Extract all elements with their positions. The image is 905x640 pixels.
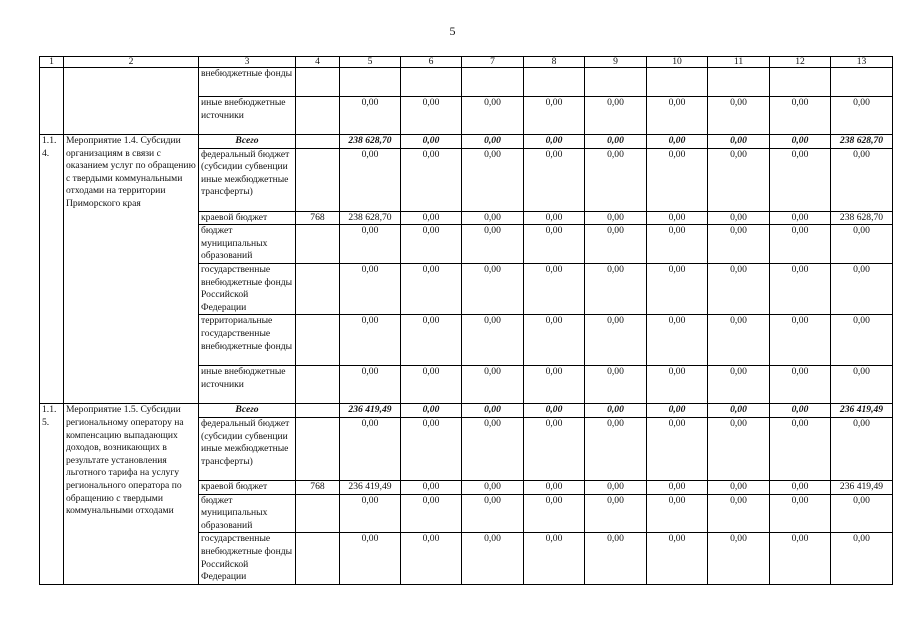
- code-cell: [40, 68, 64, 135]
- value-cell: 0,00: [647, 135, 708, 149]
- value-cell: 0,00: [708, 263, 770, 314]
- value-cell: 0,00: [524, 225, 585, 264]
- funding-source-cell: федеральный бюджет (субсидии субвенции иные межбюджетные трансферты): [199, 148, 296, 211]
- value-cell: 0,00: [524, 480, 585, 494]
- value-cell: 0,00: [585, 366, 647, 404]
- total-row: [40, 135, 893, 149]
- header-cell: 12: [770, 57, 831, 68]
- value-cell: 0,00: [647, 480, 708, 494]
- value-cell: 0,00: [708, 366, 770, 404]
- value-cell: 0,00: [831, 225, 893, 264]
- measure-code: 1.1.5.: [40, 404, 64, 584]
- value-cell: 0,00: [585, 315, 647, 366]
- value-cell: 0,00: [770, 211, 831, 225]
- kbk-cell: [296, 315, 340, 366]
- value-cell: 0,00: [401, 135, 462, 149]
- table-body: [40, 57, 893, 585]
- measure-description: Мероприятие 1.5. Субсидии региональному оператору на компенсацию выпадающих доходов, возникающих в результате установления льготного тарифа на услугу регионального оператора по обращению с твердыми коммунальными отходами: [64, 404, 199, 584]
- value-cell: 0,00: [340, 263, 401, 314]
- value-cell: 0,00: [708, 494, 770, 533]
- value-cell: 0,00: [585, 135, 647, 149]
- value-cell: 238 628,70: [340, 211, 401, 225]
- funding-source-cell: государственные внебюджетные фонды Российской Федерации: [199, 263, 296, 314]
- funding-source-cell: Всего: [199, 135, 296, 149]
- value-cell: 0,00: [770, 366, 831, 404]
- value-cell: 0,00: [647, 263, 708, 314]
- value-cell: 0,00: [340, 148, 401, 211]
- value-cell: 0,00: [647, 366, 708, 404]
- value-cell: 0,00: [831, 97, 893, 135]
- value-cell: 0,00: [585, 211, 647, 225]
- value-cell: 0,00: [708, 315, 770, 366]
- value-cell: 0,00: [647, 225, 708, 264]
- funding-source-cell: краевой бюджет: [199, 211, 296, 225]
- page-number: 5: [449, 24, 456, 38]
- value-cell: 0,00: [340, 417, 401, 480]
- header-cell: 1: [40, 57, 64, 68]
- value-cell: 0,00: [401, 366, 462, 404]
- value-cell: 0,00: [647, 211, 708, 225]
- value-cell: 0,00: [647, 97, 708, 135]
- header-cell: 7: [462, 57, 524, 68]
- funding-source-cell: территориальные государственные внебюджетные фонды: [199, 315, 296, 366]
- value-cell: 0,00: [401, 480, 462, 494]
- value-cell: 0,00: [585, 533, 647, 584]
- value-cell: 0,00: [770, 225, 831, 264]
- value-cell: 0,00: [831, 263, 893, 314]
- value-cell: 0,00: [770, 494, 831, 533]
- value-cell: 0,00: [708, 533, 770, 584]
- value-cell: 0,00: [647, 315, 708, 366]
- value-cell: 0,00: [401, 148, 462, 211]
- total-row: [40, 404, 893, 418]
- value-cell: 0,00: [401, 404, 462, 418]
- funding-source-cell: внебюджетные фонды: [199, 68, 296, 97]
- value-cell: 0,00: [524, 263, 585, 314]
- value-cell: 0,00: [831, 417, 893, 480]
- value-cell: 0,00: [524, 417, 585, 480]
- value-cell: [524, 68, 585, 97]
- value-cell: 238 628,70: [340, 135, 401, 149]
- value-cell: 0,00: [585, 417, 647, 480]
- value-cell: 0,00: [524, 148, 585, 211]
- value-cell: 0,00: [401, 97, 462, 135]
- value-cell: 0,00: [401, 315, 462, 366]
- value-cell: 0,00: [462, 315, 524, 366]
- header-cell: 3: [199, 57, 296, 68]
- header-cell: 6: [401, 57, 462, 68]
- value-cell: 0,00: [462, 97, 524, 135]
- value-cell: 0,00: [462, 135, 524, 149]
- value-cell: 0,00: [340, 225, 401, 264]
- funding-source-cell: Всего: [199, 404, 296, 418]
- value-cell: 0,00: [401, 494, 462, 533]
- header-cell: 10: [647, 57, 708, 68]
- value-cell: 0,00: [340, 533, 401, 584]
- funding-source-cell: государственные внебюджетные фонды Российской Федерации: [199, 533, 296, 584]
- value-cell: [770, 68, 831, 97]
- funding-source-cell: иные внебюджетные источники: [199, 366, 296, 404]
- value-cell: 0,00: [340, 97, 401, 135]
- header-cell: 5: [340, 57, 401, 68]
- value-cell: 0,00: [831, 315, 893, 366]
- value-cell: 0,00: [401, 417, 462, 480]
- header-cell: 8: [524, 57, 585, 68]
- funding-source-cell: краевой бюджет: [199, 480, 296, 494]
- value-cell: 0,00: [770, 315, 831, 366]
- measure-code: 1.1.4.: [40, 135, 64, 404]
- value-cell: 0,00: [524, 315, 585, 366]
- funding-source-cell: иные внебюджетные источники: [199, 97, 296, 135]
- value-cell: 236 419,49: [340, 404, 401, 418]
- value-cell: 0,00: [708, 211, 770, 225]
- value-cell: 0,00: [401, 533, 462, 584]
- value-cell: 0,00: [401, 211, 462, 225]
- kbk-cell: [296, 366, 340, 404]
- value-cell: 0,00: [340, 494, 401, 533]
- kbk-cell: 768: [296, 211, 340, 225]
- value-cell: 236 419,49: [831, 404, 893, 418]
- value-cell: 0,00: [462, 148, 524, 211]
- budget-table: [39, 56, 893, 585]
- kbk-cell: 768: [296, 480, 340, 494]
- value-cell: 0,00: [524, 533, 585, 584]
- value-cell: 236 419,49: [340, 480, 401, 494]
- value-cell: 0,00: [585, 263, 647, 314]
- value-cell: 0,00: [708, 225, 770, 264]
- value-cell: 0,00: [708, 404, 770, 418]
- kbk-cell: [296, 97, 340, 135]
- value-cell: 0,00: [770, 417, 831, 480]
- value-cell: [585, 68, 647, 97]
- value-cell: 0,00: [647, 494, 708, 533]
- value-cell: [647, 68, 708, 97]
- kbk-cell: [296, 404, 340, 418]
- kbk-cell: [296, 68, 340, 97]
- value-cell: 0,00: [462, 417, 524, 480]
- header-cell: 11: [708, 57, 770, 68]
- value-cell: 0,00: [524, 494, 585, 533]
- value-cell: 0,00: [708, 135, 770, 149]
- value-cell: 238 628,70: [831, 135, 893, 149]
- measure-description: Мероприятие 1.4. Субсидии организациям в связи с оказанием услуг по обращению с твердыми коммунальными отходами на территории Приморского края: [64, 135, 199, 404]
- value-cell: 0,00: [462, 263, 524, 314]
- value-cell: 0,00: [708, 417, 770, 480]
- value-cell: 0,00: [524, 135, 585, 149]
- value-cell: 0,00: [770, 97, 831, 135]
- header-cell: 9: [585, 57, 647, 68]
- value-cell: 0,00: [831, 494, 893, 533]
- value-cell: 0,00: [462, 533, 524, 584]
- value-cell: 0,00: [770, 480, 831, 494]
- value-cell: [401, 68, 462, 97]
- value-cell: 0,00: [708, 480, 770, 494]
- value-cell: 0,00: [647, 148, 708, 211]
- value-cell: 0,00: [585, 225, 647, 264]
- value-cell: [462, 68, 524, 97]
- value-cell: 0,00: [831, 366, 893, 404]
- description-cell: [64, 68, 199, 135]
- value-cell: 0,00: [524, 97, 585, 135]
- kbk-cell: [296, 135, 340, 149]
- value-cell: 0,00: [340, 366, 401, 404]
- table-row: [40, 68, 893, 97]
- value-cell: 0,00: [585, 148, 647, 211]
- value-cell: 0,00: [401, 225, 462, 264]
- value-cell: 0,00: [524, 404, 585, 418]
- value-cell: 0,00: [585, 494, 647, 533]
- value-cell: 0,00: [585, 404, 647, 418]
- funding-source-cell: бюджет муниципальных образований: [199, 494, 296, 533]
- value-cell: 0,00: [462, 225, 524, 264]
- value-cell: 236 419,49: [831, 480, 893, 494]
- kbk-cell: [296, 533, 340, 584]
- value-cell: 0,00: [401, 263, 462, 314]
- value-cell: [708, 68, 770, 97]
- value-cell: 0,00: [462, 480, 524, 494]
- value-cell: 0,00: [708, 148, 770, 211]
- value-cell: 0,00: [770, 404, 831, 418]
- value-cell: 0,00: [462, 211, 524, 225]
- value-cell: 0,00: [647, 533, 708, 584]
- value-cell: 0,00: [770, 148, 831, 211]
- value-cell: 0,00: [340, 315, 401, 366]
- kbk-cell: [296, 417, 340, 480]
- kbk-cell: [296, 263, 340, 314]
- header-cell: 2: [64, 57, 199, 68]
- value-cell: 0,00: [770, 135, 831, 149]
- kbk-cell: [296, 494, 340, 533]
- value-cell: 0,00: [524, 211, 585, 225]
- header-cell: 4: [296, 57, 340, 68]
- value-cell: 0,00: [585, 480, 647, 494]
- funding-source-cell: федеральный бюджет (субсидии субвенции иные межбюджетные трансферты): [199, 417, 296, 480]
- value-cell: 0,00: [647, 404, 708, 418]
- value-cell: 0,00: [831, 533, 893, 584]
- value-cell: 0,00: [831, 148, 893, 211]
- value-cell: 0,00: [462, 404, 524, 418]
- value-cell: 0,00: [770, 533, 831, 584]
- value-cell: [831, 68, 893, 97]
- value-cell: 0,00: [770, 263, 831, 314]
- value-cell: [340, 68, 401, 97]
- header-row: [40, 57, 893, 68]
- kbk-cell: [296, 225, 340, 264]
- value-cell: 0,00: [708, 97, 770, 135]
- funding-source-cell: бюджет муниципальных образований: [199, 225, 296, 264]
- value-cell: 0,00: [585, 97, 647, 135]
- value-cell: 0,00: [524, 366, 585, 404]
- value-cell: 0,00: [462, 366, 524, 404]
- header-cell: 13: [831, 57, 893, 68]
- value-cell: 0,00: [462, 494, 524, 533]
- kbk-cell: [296, 148, 340, 211]
- value-cell: 0,00: [647, 417, 708, 480]
- value-cell: 238 628,70: [831, 211, 893, 225]
